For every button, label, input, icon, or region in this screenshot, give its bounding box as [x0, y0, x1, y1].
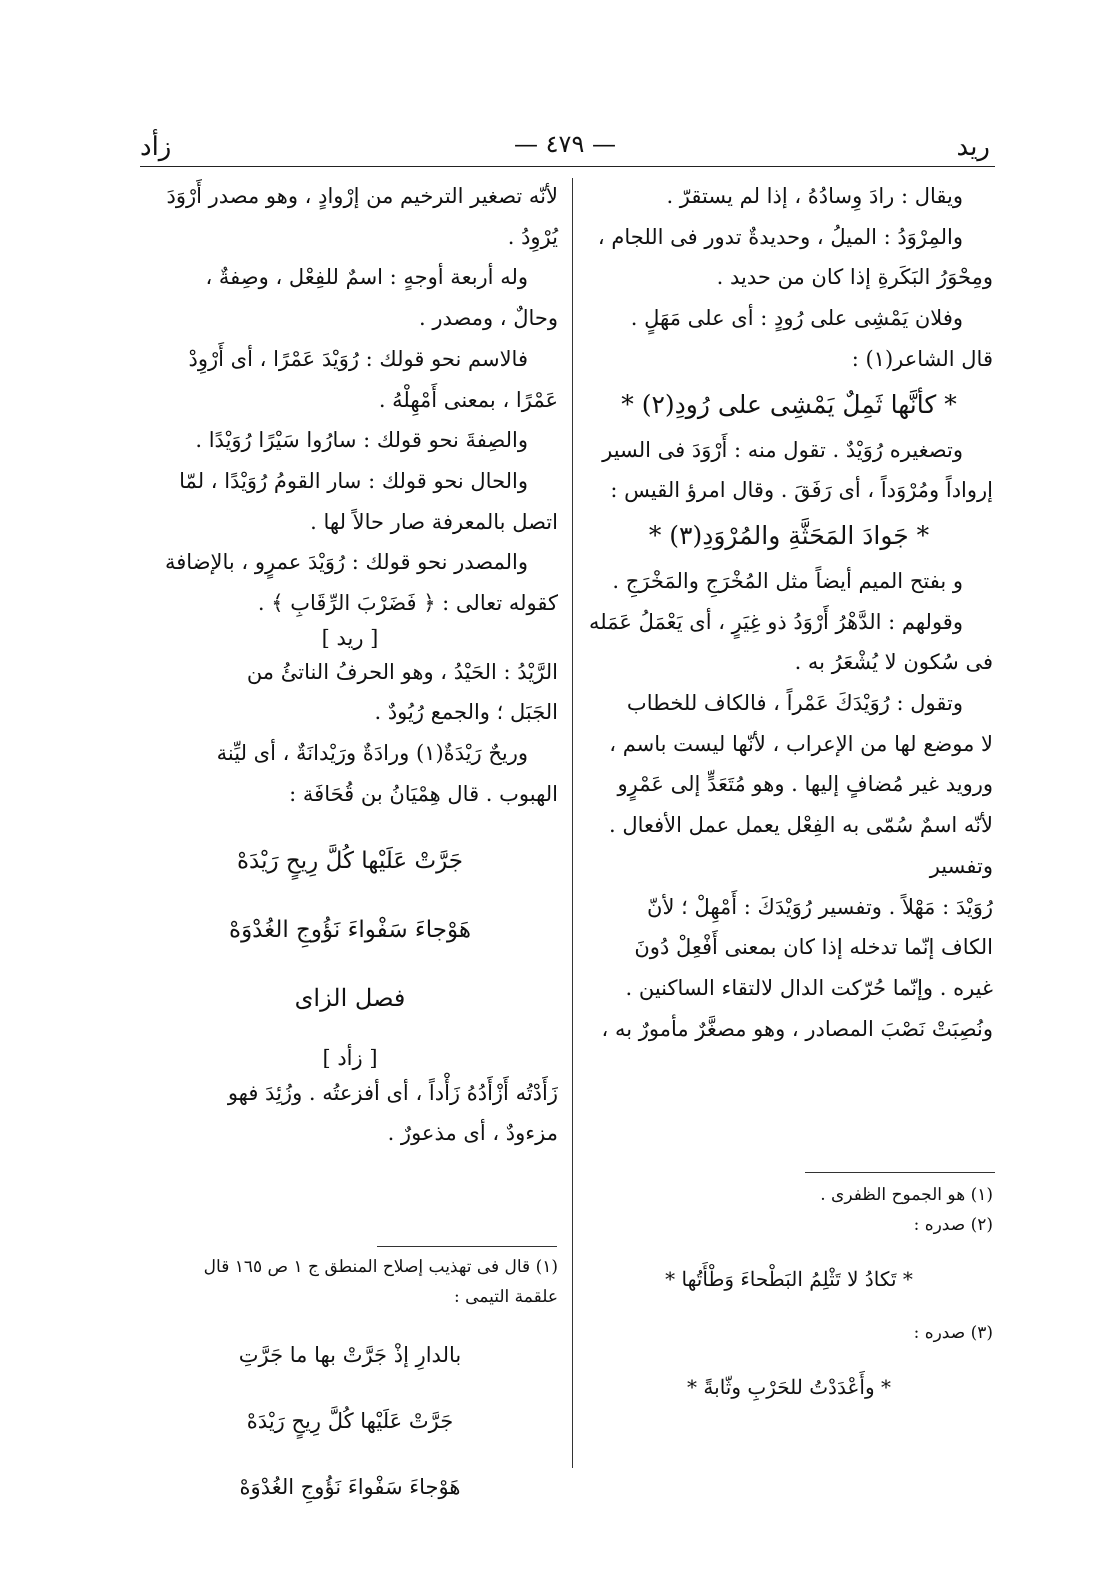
header-left-word: زأد	[140, 132, 172, 162]
text-line: الرَّيْدُ : الحَيْدُ ، وهو الحرفُ الناتئُ من	[246, 659, 558, 684]
text-line: إرواداً ومُرْوَداً ، أى رَفَقَ . وقال امرؤ القيس :	[610, 478, 993, 503]
text-line: الهبوب . قال هِمْيَانُ بن قُحَافَة :	[289, 781, 558, 806]
text-line: الكاف إنّما تدخله إذا كان بمعنى أَفْعِلْ دُونَ	[634, 935, 993, 960]
text-line: لأنّه اسمٌ سُمّى به الفِعْل يعمل عمل الأفعال . وتفسير	[608, 813, 993, 878]
footnote-line: علقمة التيمى :	[453, 1287, 558, 1307]
footnote-verse: هَوْجاءَ سَفْواءَ نَؤُوجِ الغُدْوَهْ	[239, 1475, 461, 1499]
footnote-verse: جَرَّتْ عَلَيْها كُلَّ رِيحٍ رَيْدَهْ	[246, 1409, 454, 1433]
text-line: وفلان يَمْشِى على رُودٍ : أى على مَهَلٍ .	[630, 306, 963, 331]
text-line: الجَبَل ؛ والجمع رُيُودٌ .	[374, 700, 558, 725]
text-line: ورويد غير مُضافٍ إليها . وهو مُتَعَدٍّ إلى عَمْرٍو	[617, 772, 993, 797]
text-line: ويقال : رادَ وِسادُهُ ، إذا لم يستقرّ .	[666, 184, 963, 208]
text-line: وقولهم : الدَّهْرُ أَرْوَدُ ذو غِيَرٍ ، أى يَعْمَلُ عَمَله	[589, 609, 963, 634]
page-number: — ٤٧٩ —	[514, 130, 616, 158]
text-line: عَمْرًا ، بمعنى أَمْهِلْهُ .	[378, 387, 558, 412]
page-header	[140, 122, 990, 166]
verse-line: * جَوادَ المَحَثَّةِ والمُرْوَدِ(٣) *	[648, 520, 930, 550]
text-line: والصِفةَ نحو قولك : سارُوا سَيْرًا رُوَيْدًا .	[195, 428, 528, 453]
text-line: قال الشاعر(١) :	[851, 346, 993, 371]
footnote-verse: * وأَعْدَدْتُ للحَرْبِ وثّابةً *	[687, 1375, 891, 1399]
text-line: رُوَيْدَ : مَهْلاً . وتفسير رُوَيْدَكَ : أَمْهِلْ ؛ لأنّ	[647, 894, 993, 919]
text-line: فى سُكون لا يُشْعَرُ به .	[794, 650, 993, 675]
footnote-line: (١) هو الجموح الظفرى .	[820, 1185, 993, 1205]
footnote-line: (٢) صدره :	[913, 1215, 993, 1235]
column-divider	[572, 178, 573, 1468]
text-line: ومِحْوَرُ البَكَرةِ إذا كان من حديد .	[716, 265, 993, 290]
footnote-line: (١) قال فى تهذيب إصلاح المنطق ج ١ ص ١٦٥ قال	[203, 1257, 558, 1277]
footnote-line: (٣) صدره :	[913, 1323, 993, 1343]
verse-line: * كأنَّها ثَمِلٌ يَمْشِى على رُودِ(٢) *	[621, 389, 957, 419]
text-line: زَأَدْتُه أَزْأَدُهُ زَأْداً ، أى أفزعتُه . وزُئِدَ فهو	[227, 1080, 558, 1105]
text-line: والحال نحو قولك : سار القومُ رُوَيْدًا ، لمّا	[179, 468, 528, 493]
verse-line: جَرَّتْ عَلَيْها كُلَّ رِيحٍ رَيْدَهْ	[236, 847, 464, 874]
header-rule	[140, 166, 995, 167]
text-line: كقوله تعالى : ﴿ فَضَرْبَ الرِّقَابِ ﴾ .	[257, 591, 558, 616]
section-title: فصل الزاى	[294, 983, 406, 1012]
text-line: و بفتح الميم أيضاً مثل المُخْرَجِ والمَخْرَجِ .	[612, 568, 963, 593]
entry-heading: [ ريد ]	[321, 625, 379, 650]
text-line: غيره . وإنّما حُرّكت الدال لالتقاء الساكنين .	[625, 975, 993, 1000]
text-line: لأنّه تصغير الترخيم من إرْوادٍ ، وهو مصدر أَرْوَدَ	[166, 184, 558, 208]
text-line: يُرْوِدُ .	[507, 224, 558, 249]
footnote-verse: * تَكادُ لا تَثْلِمُ البَطْحاءَ وَطْأَتُها *	[665, 1267, 913, 1291]
text-line: وتصغيره رُوَيْدٌ . تقول منه : أَرْوَدَ فى السير	[602, 437, 963, 462]
text-line: وله أربعة أوجهٍ : اسمٌ للفِعْل ، وصِفةٌ ،	[205, 265, 528, 290]
entry-heading: [ زأد ]	[322, 1045, 378, 1070]
text-line: ونُصِبَتْ نَصْبَ المصادر ، وهو مصغَّرٌ مأمورٌ به ،	[601, 1016, 993, 1041]
text-line: والمِرْوَدُ : الميلُ ، وحديدةٌ تدور فى اللجام ،	[597, 224, 963, 249]
footnote-rule	[377, 1246, 557, 1247]
footnotes-right	[585, 1180, 993, 1426]
header-right-word: ريد	[956, 132, 990, 162]
text-line: فالاسم نحو قولك : رُوَيْدَ عَمْرًا ، أى أَرْوِدْ	[188, 346, 528, 371]
text-line: وريحٌ رَيْدَةٌ(١) ورادَةٌ ورَيْدانَةٌ ، أى ليِّنة	[216, 741, 528, 766]
text-line: لا موضع لها من الإعراب ، لأنّها ليست باسم ،	[609, 731, 993, 756]
footnotes-left	[142, 1252, 558, 1531]
verse-line: هَوْجاءَ سَفْواءَ نَؤُوجِ الغُدْوَهْ	[229, 916, 471, 943]
footnote-verse: بالدارِ إذْ جَرَّتْ بها ما جَرَّتِ	[238, 1343, 462, 1367]
footnote-rule	[805, 1172, 995, 1173]
text-line: وحالٌ ، ومصدر .	[418, 306, 558, 331]
text-line: والمصدر نحو قولك : رُوَيْدَ عمرٍو ، بالإضافة	[165, 550, 528, 575]
text-line: مزءودٌ ، أى مذعورٌ .	[387, 1121, 558, 1146]
text-line: اتصل بالمعرفة صار حالاً لها .	[310, 509, 558, 534]
text-line: وتقول : رُوَيْدَكَ عَمْراً ، فالكاف للخطاب	[626, 691, 963, 716]
